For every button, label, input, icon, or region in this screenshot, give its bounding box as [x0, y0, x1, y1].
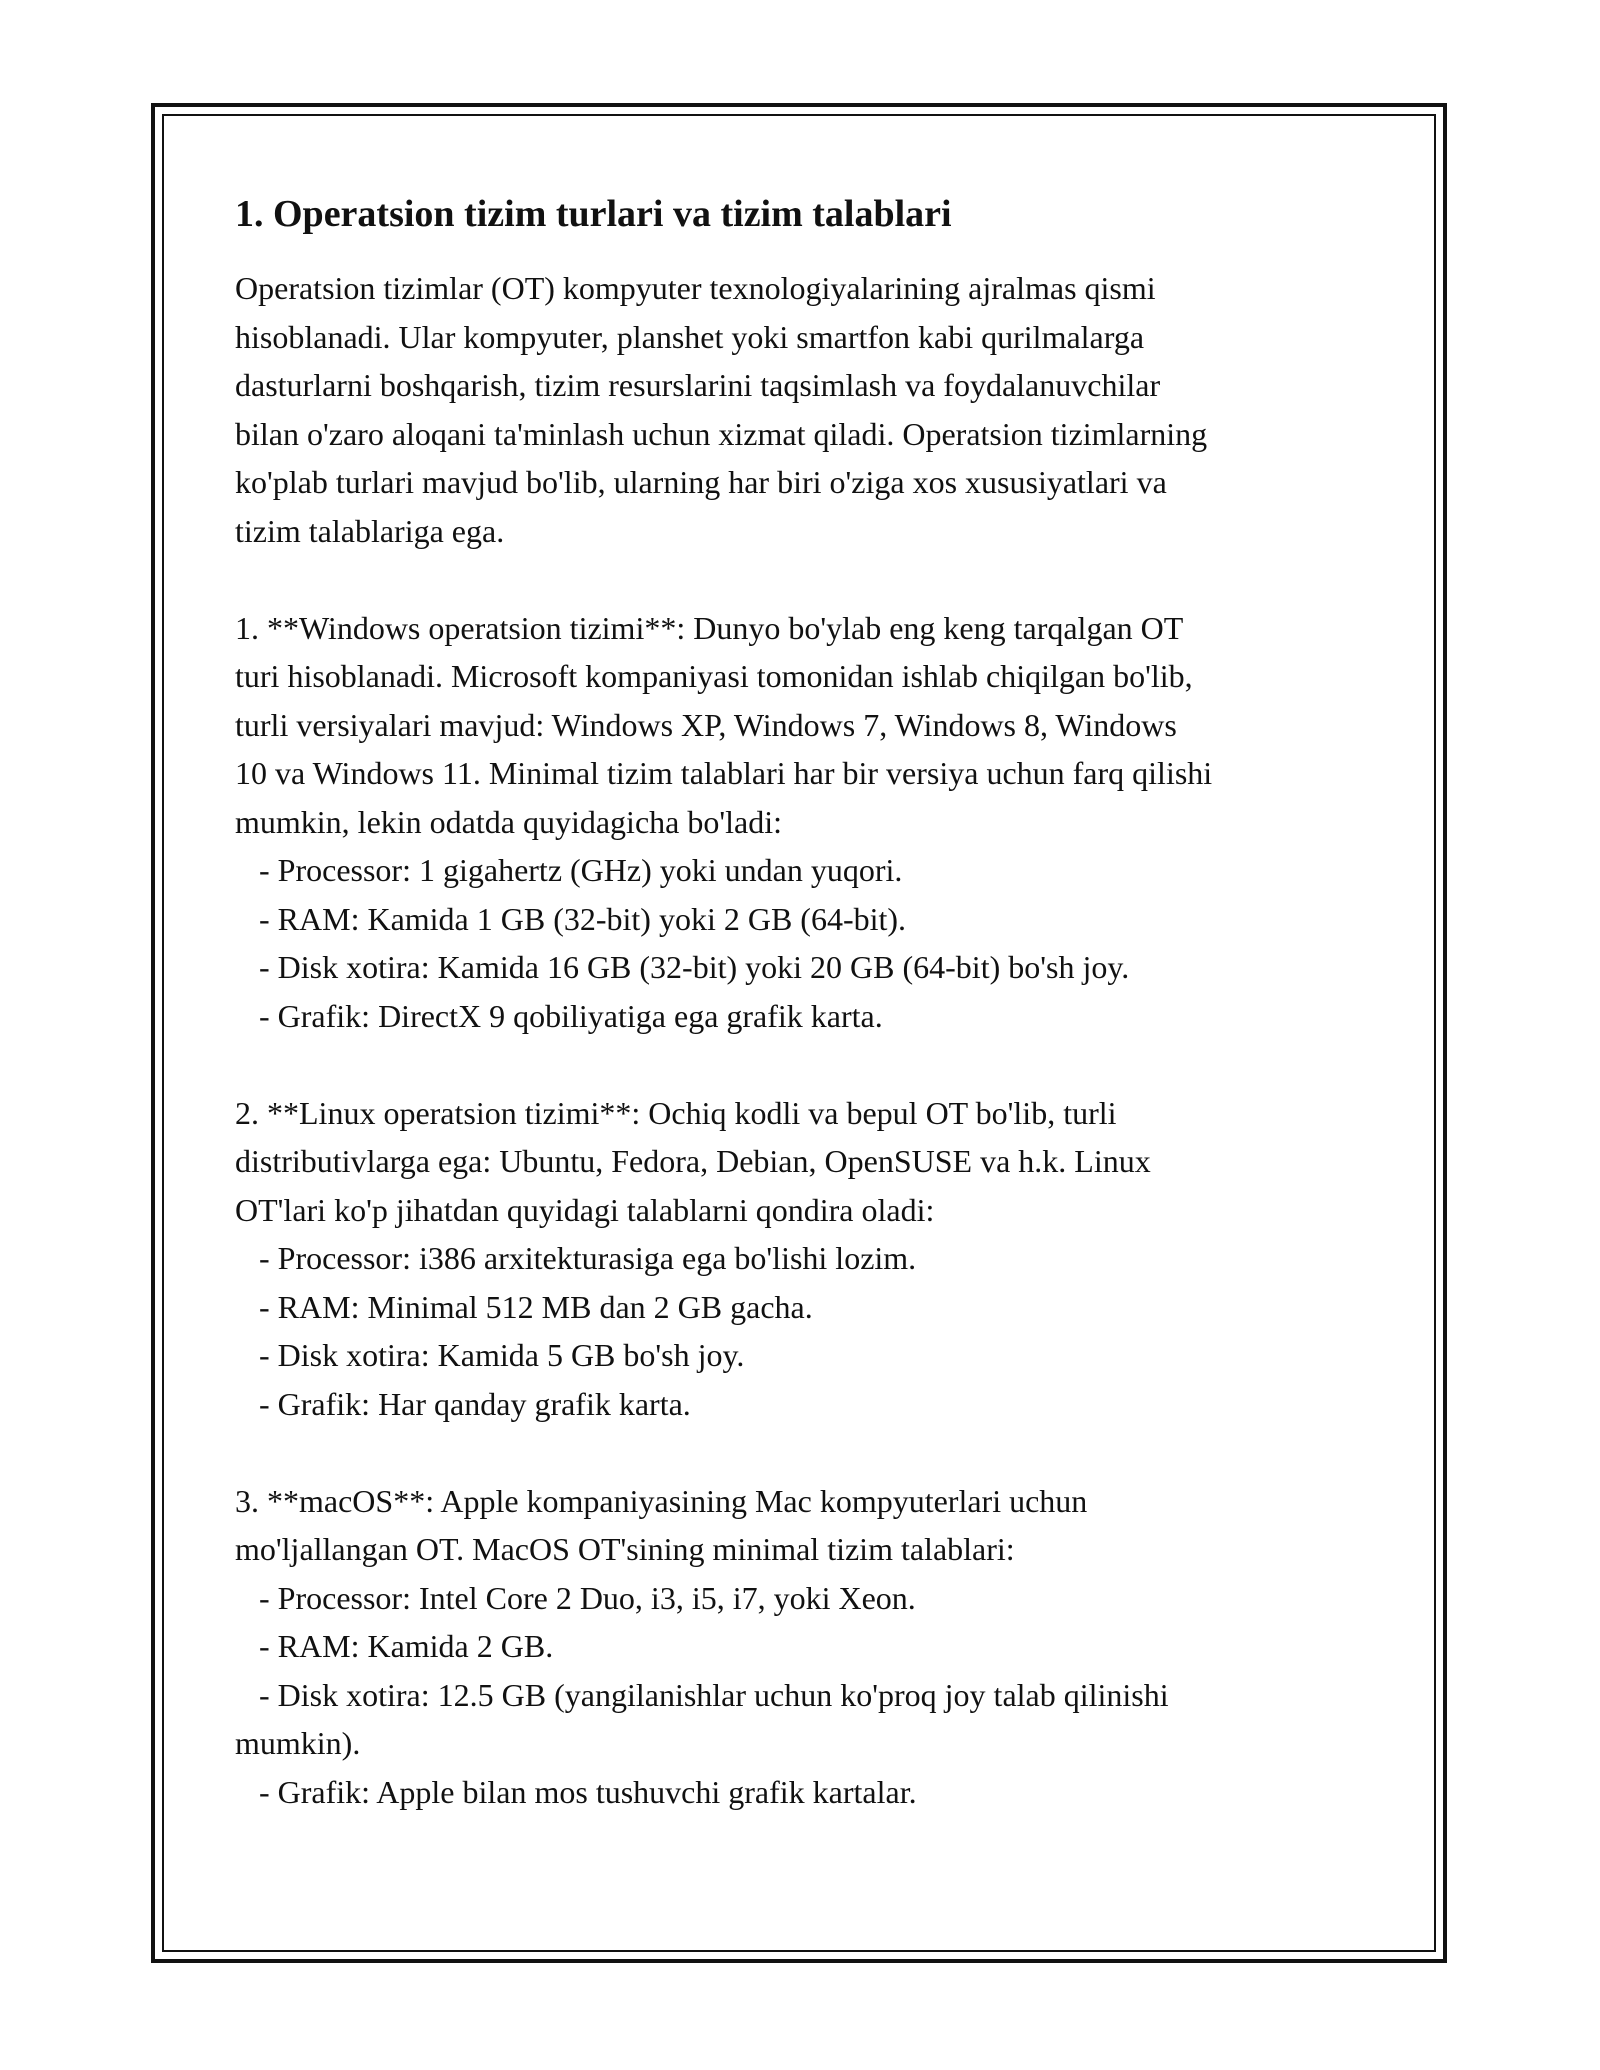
- intro-paragraph: Operatsion tizimlar (OT) kompyuter texnologiyalarining ajralmas qismi hisoblanadi. Ular kompyuter, planshet yoki smartfon kabi qurilmalarga dasturlarni boshqarish, tizim resurslarini taqsimlash va foydalanuvchilar bilan o'zaro aloqani ta'minlash uchun xizmat qiladi. Operatsion tizimlarning ko'plab turlari mavjud bo'lib, ularning har biri o'ziga xos xususiyatlari va tizim talablariga ega.: [235, 270, 1208, 549]
- list-item: - RAM: Minimal 512 MB dan 2 GB gacha.: [235, 1288, 813, 1325]
- list-item: - RAM: Kamida 1 GB (32-bit) yoki 2 GB (64-bit).: [235, 900, 907, 937]
- section-windows-text: 1. **Windows operatsion tizimi**: Dunyo bo'ylab eng keng tarqalgan OT turi hisoblanadi. Microsoft kompaniyasi tomonidan ishlab chiqilgan bo'lib, turli versiyalari mavjud: Windows XP, Windows 7, Windows 8, Windows 10 va Windows 11. Minimal tizim talablari har bir versiya uchun farq qilishi mumkin, lekin odatda quyidagicha bo'ladi:: [235, 609, 1213, 840]
- list-item: - Disk xotira: Kamida 16 GB (32-bit) yoki 20 GB (64-bit) bo'sh joy.: [235, 949, 1130, 985]
- list-item: - Processor: i386 arxitekturasiga ega bo'lishi lozim.: [235, 1240, 917, 1276]
- section-macos: [235, 1477, 1375, 1817]
- list-item: - Processor: Intel Core 2 Duo, i3, i5, i7, yoki Xeon.: [235, 1579, 916, 1616]
- macos-requirements-list: [235, 1574, 1375, 1817]
- list-item: - Disk xotira: 12.5 GB (yangilanishlar uchun ko'proq joy talab qilinishi mumkin).: [235, 1676, 1169, 1761]
- list-item: - Grafik: Har qanday grafik karta.: [235, 1385, 691, 1422]
- page-title: 1. Operatsion tizim turlari va tizim talablari: [235, 193, 952, 235]
- list-item: - Disk xotira: Kamida 5 GB bo'sh joy.: [235, 1337, 745, 1373]
- section-windows: [235, 604, 1375, 1041]
- list-item: - RAM: Kamida 2 GB.: [235, 1628, 554, 1664]
- list-item: - Grafik: Apple bilan mos tushuvchi grafik kartalar.: [235, 1773, 917, 1810]
- section-macos-text: 3. **macOS**: Apple kompaniyasining Mac kompyuterlari uchun mo'ljallangan OT. MacOS OT'sining minimal tizim talablari:: [235, 1482, 1088, 1567]
- list-item: - Processor: 1 gigahertz (GHz) yoki undan yuqori.: [235, 852, 903, 888]
- windows-requirements-list: [235, 846, 1375, 1040]
- section-linux: [235, 1089, 1375, 1429]
- section-linux-text: 2. **Linux operatsion tizimi**: Ochiq kodli va bepul OT bo'lib, turli distributivlarga ega: Ubuntu, Fedora, Debian, OpenSUSE va h.k. Linux OT'lari ko'p jihatdan quyidagi talablarni qondira oladi:: [235, 1094, 1151, 1228]
- list-item: - Grafik: DirectX 9 qobiliyatiga ega grafik karta.: [235, 997, 883, 1034]
- document-content: [235, 190, 1375, 1816]
- linux-requirements-list: [235, 1234, 1375, 1428]
